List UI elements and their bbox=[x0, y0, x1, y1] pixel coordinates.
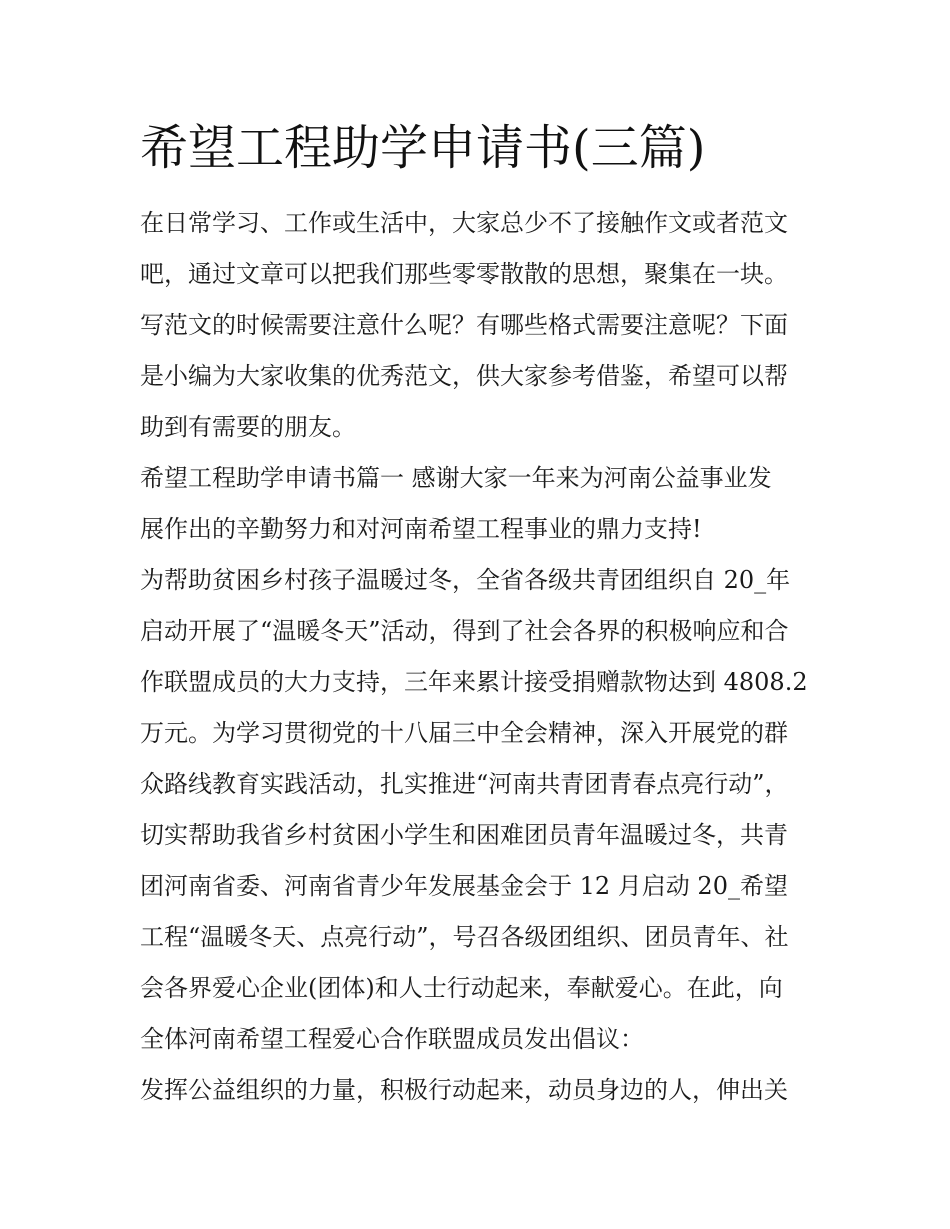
text-line: 希望工程助学申请书篇一 感谢大家一年来为河南公益事业发 bbox=[140, 464, 772, 492]
text-line: 作联盟成员的大力支持，三年来累计接受捐赠款物达到 4808.2 bbox=[140, 668, 808, 696]
text-line: 写范文的时候需要注意什么呢？有哪些格式需要注意呢？下面 bbox=[140, 311, 788, 339]
paragraph-thanks bbox=[140, 453, 812, 555]
text-line: 启动开展了“温暖冬天”活动，得到了社会各界的积极响应和合 bbox=[140, 617, 789, 645]
text-line: 万元。为学习贯彻党的十八届三中全会精神，深入开展党的群 bbox=[140, 719, 788, 747]
document-body bbox=[140, 198, 812, 1116]
text-line: 在日常学习、工作或生活中，大家总少不了接触作文或者范文 bbox=[140, 209, 788, 237]
text-line: 团河南省委、河南省青少年发展基金会于 12 月启动 20_希望 bbox=[140, 872, 788, 900]
paragraph-action bbox=[140, 1065, 812, 1116]
text-line: 众路线教育实践活动，扎实推进“河南共青团青春点亮行动”， bbox=[140, 770, 789, 798]
text-line: 助到有需要的朋友。 bbox=[140, 413, 356, 441]
text-line: 是小编为大家收集的优秀范文，供大家参考借鉴，希望可以帮 bbox=[140, 362, 788, 390]
document-title: 希望工程助学申请书(三篇) bbox=[140, 120, 706, 176]
text-line: 切实帮助我省乡村贫困小学生和困难团员青年温暖过冬，共青 bbox=[140, 821, 788, 849]
paragraph-campaign bbox=[140, 555, 812, 1065]
text-line: 工程“温暖冬天、点亮行动”，号召各级团组织、团员青年、社 bbox=[140, 923, 789, 951]
text-line: 发挥公益组织的力量，积极行动起来，动员身边的人，伸出关 bbox=[140, 1076, 788, 1104]
text-line: 展作出的辛勤努力和对河南希望工程事业的鼎力支持! bbox=[140, 515, 702, 543]
text-line: 吧，通过文章可以把我们那些零零散散的思想，聚集在一块。 bbox=[140, 260, 788, 288]
paragraph-intro bbox=[140, 198, 812, 453]
text-line: 全体河南希望工程爱心合作联盟成员发出倡议： bbox=[140, 1025, 644, 1053]
text-line: 为帮助贫困乡村孩子温暖过冬，全省各级共青团组织自 20_年 bbox=[140, 566, 791, 594]
text-line: 会各界爱心企业(团体)和人士行动起来，奉献爱心。在此，向 bbox=[140, 974, 783, 1002]
